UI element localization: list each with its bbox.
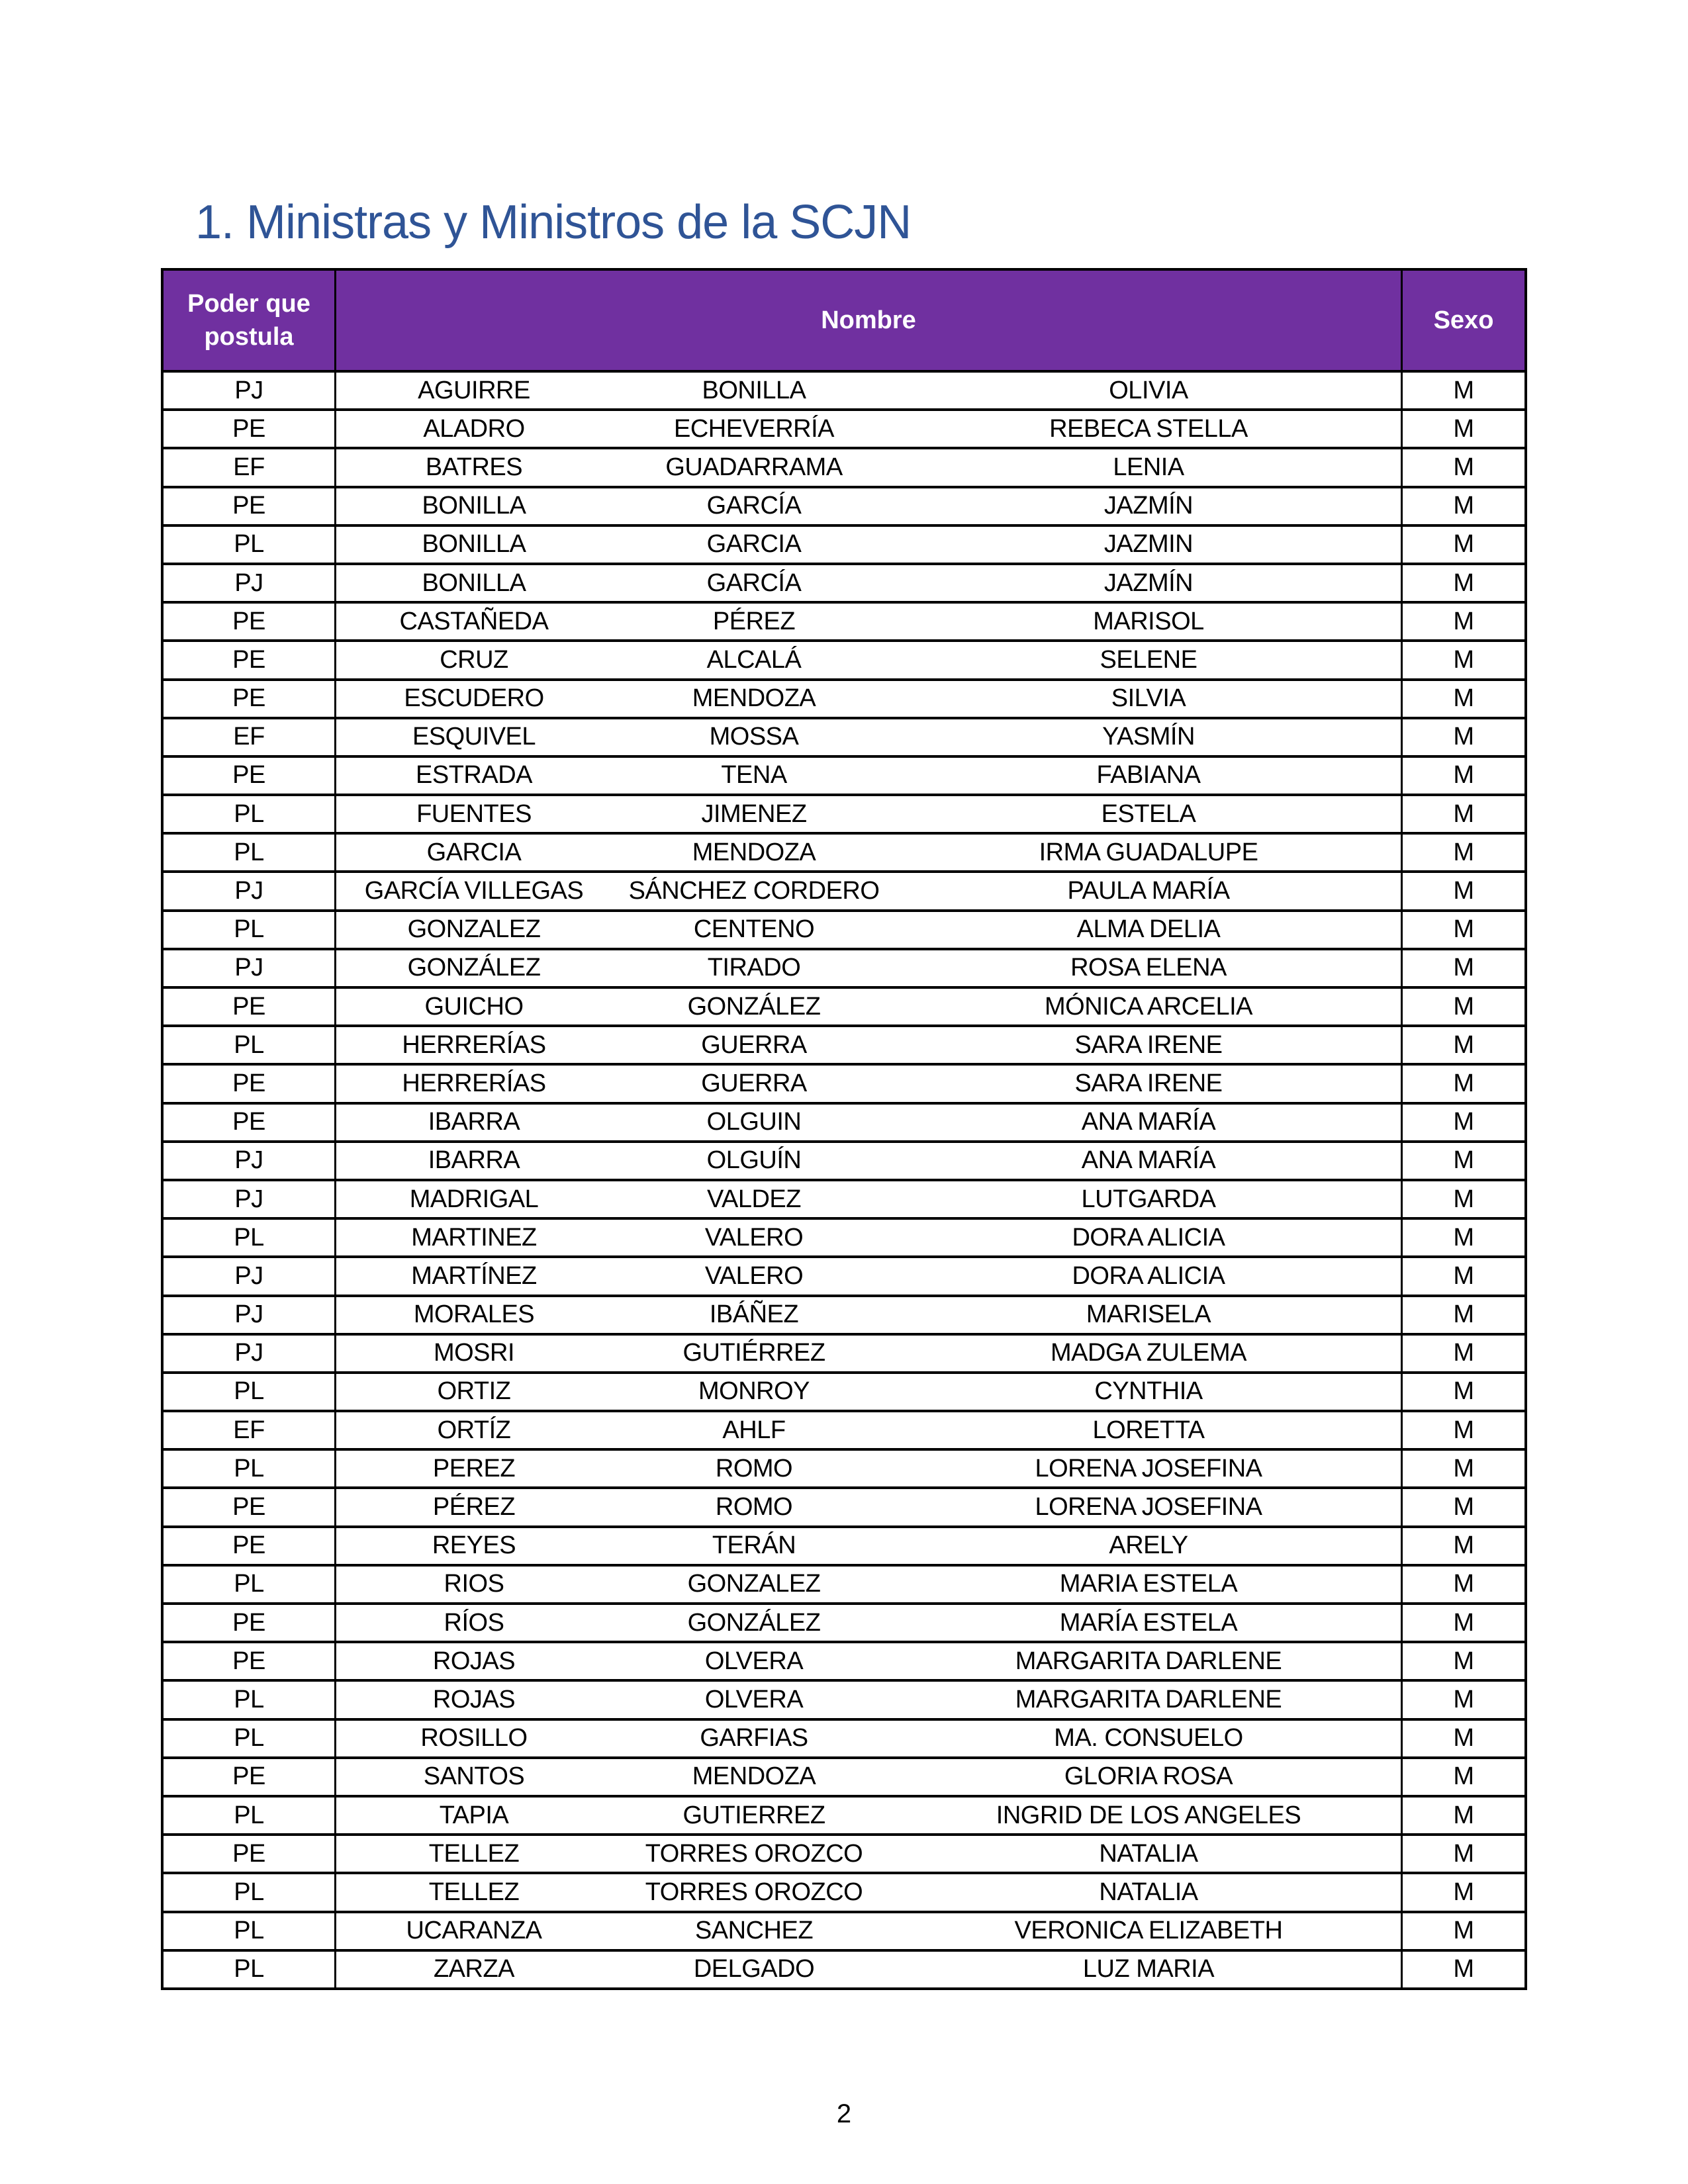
cell-sexo: M [1401,1874,1524,1910]
table-row [164,1024,1524,1063]
cell-second-surname: JIMENEZ [701,799,807,828]
cell-poder: PJ [164,1336,336,1371]
table-row [164,486,1524,524]
cell-given-names: SARA IRENE [1074,1030,1223,1059]
cell-given-names: MARISOL [1093,607,1204,635]
table-row [164,678,1524,717]
table-row [164,1641,1524,1679]
table-row [164,1872,1524,1910]
cell-second-surname: GARFIAS [700,1724,808,1752]
cell-given-names: LORENA JOSEFINA [1035,1493,1262,1522]
cell-sexo: M [1401,1220,1524,1255]
cell-sexo: M [1401,1721,1524,1756]
cell-poder: PL [164,1913,336,1949]
cell-second-surname: ECHEVERRÍA [673,414,835,443]
cell-poder: EF [164,719,336,755]
cell-poder: PJ [164,565,336,601]
cell-second-surname: GUERRA [701,1030,807,1059]
cell-second-surname: DELGADO [693,1955,815,1983]
cell-sexo: M [1401,604,1524,639]
cell-poder: PL [164,1374,336,1410]
cell-first-surname: SANTOS [423,1762,525,1791]
cell-second-surname: VALERO [704,1223,804,1251]
cell-first-surname: ESTRADA [416,761,532,790]
cell-given-names: VERONICA ELIZABETH [1014,1917,1283,1945]
cell-poder: PE [164,1759,336,1795]
cell-given-names: SELENE [1100,645,1197,674]
table-row [164,755,1524,794]
cell-second-surname: GONZÁLEZ [687,1608,821,1637]
cell-first-surname: PÉREZ [432,1493,516,1522]
cell-poder: PE [164,411,336,447]
cell-sexo: M [1401,835,1524,870]
cell-sexo: M [1401,642,1524,678]
cell-given-names: SARA IRENE [1074,1069,1223,1097]
table-row [164,1255,1524,1294]
cell-second-surname: GARCIA [706,530,802,559]
cell-poder: PJ [164,1181,336,1217]
table-row [164,1833,1524,1872]
cell-sexo: M [1401,796,1524,832]
cell-given-names: MARGARITA DARLENE [1015,1685,1282,1713]
cell-given-names: MARISELA [1086,1300,1211,1329]
ministers-table [161,268,1527,1990]
table-row [164,1911,1524,1949]
cell-given-names: GLORIA ROSA [1064,1762,1233,1791]
table-row [164,1602,1524,1641]
cell-sexo: M [1401,912,1524,948]
cell-sexo: M [1401,1027,1524,1063]
cell-sexo: M [1401,1682,1524,1717]
cell-second-surname: TIRADO [707,954,801,982]
cell-sexo: M [1401,1489,1524,1525]
column-header-sexo: Sexo [1401,271,1524,370]
cell-first-surname: ROJAS [432,1647,516,1675]
table-row [164,639,1524,678]
table-row [164,601,1524,639]
cell-sexo: M [1401,1181,1524,1217]
cell-first-surname: ORTIZ [437,1377,511,1406]
cell-sexo: M [1401,681,1524,717]
table-row [164,1295,1524,1333]
cell-poder: PE [164,604,336,639]
table-row [164,717,1524,755]
cell-first-surname: CRUZ [440,645,508,674]
cell-sexo: M [1401,1336,1524,1371]
cell-given-names: LUTGARDA [1081,1185,1216,1213]
cell-first-surname: ESQUIVEL [412,723,536,751]
cell-given-names: NATALIA [1099,1839,1198,1868]
cell-first-surname: REYES [432,1531,516,1560]
table-row [164,1063,1524,1101]
cell-second-surname: TORRES OROZCO [645,1878,863,1906]
cell-sexo: M [1401,1913,1524,1949]
cell-sexo: M [1401,1797,1524,1833]
cell-sexo: M [1401,1374,1524,1410]
cell-first-surname: BONILLA [422,492,526,520]
cell-poder: PE [164,488,336,524]
table-row [164,794,1524,832]
cell-given-names: ARELY [1109,1531,1188,1560]
cell-poder: EF [164,1412,336,1448]
cell-first-surname: BATRES [425,453,523,481]
cell-sexo: M [1401,1759,1524,1795]
cell-first-surname: AGUIRRE [418,376,530,404]
cell-first-surname: TAPIA [439,1801,509,1829]
cell-given-names: ESTELA [1101,799,1196,828]
cell-first-surname: MOSRI [433,1339,515,1367]
cell-poder: PJ [164,873,336,909]
cell-poder: PJ [164,373,336,408]
page-title: 1. Ministras y Ministros de la SCJN [195,196,912,249]
cell-second-surname: OLVERA [704,1685,804,1713]
column-header-poder-que-postula: Poder que postula [164,271,336,370]
table-row [164,1102,1524,1140]
table-row [164,1564,1524,1602]
cell-first-surname: GONZÁLEZ [407,954,541,982]
cell-given-names: OLIVIA [1109,376,1188,404]
table-row [164,986,1524,1024]
cell-second-surname: TENA [721,761,787,790]
cell-given-names: ANA MARÍA [1081,1108,1216,1136]
cell-given-names: MÓNICA ARCELIA [1045,992,1252,1021]
cell-given-names: JAZMÍN [1103,569,1194,597]
cell-poder: PL [164,912,336,948]
cell-sexo: M [1401,1567,1524,1602]
cell-poder: PL [164,835,336,870]
cell-given-names: IRMA GUADALUPE [1039,838,1258,866]
cell-first-surname: ROJAS [432,1685,516,1713]
cell-second-surname: TERÁN [712,1531,796,1560]
table-header-row [164,271,1524,370]
table-row [164,1679,1524,1717]
cell-sexo: M [1401,565,1524,601]
cell-sexo: M [1401,1836,1524,1872]
cell-poder: PL [164,796,336,832]
cell-poder: PJ [164,1258,336,1294]
cell-second-surname: PÉREZ [712,607,796,635]
cell-given-names: MA. CONSUELO [1054,1724,1243,1752]
cell-first-surname: BONILLA [422,569,526,597]
table-row [164,408,1524,447]
cell-sexo: M [1401,411,1524,447]
cell-poder: PL [164,1451,336,1486]
cell-poder: PJ [164,1297,336,1333]
table-row [164,1448,1524,1486]
cell-second-surname: TORRES OROZCO [645,1839,863,1868]
table-row [164,832,1524,870]
cell-poder: PE [164,1836,336,1872]
table-row [164,1486,1524,1525]
cell-first-surname: GARCIA [426,838,522,866]
cell-first-surname: GONZALEZ [407,915,541,944]
cell-second-surname: ALCALÁ [706,645,802,674]
cell-poder: PE [164,642,336,678]
cell-poder: PE [164,1528,336,1564]
cell-second-surname: IBÁÑEZ [709,1300,799,1329]
cell-given-names: MARIA ESTELA [1059,1570,1238,1598]
cell-first-surname: MARTÍNEZ [411,1261,537,1290]
cell-second-surname: OLGUÍN [706,1146,802,1175]
cell-first-surname: ESCUDERO [404,684,544,713]
cell-given-names: REBECA STELLA [1049,414,1248,443]
cell-poder: PE [164,1105,336,1140]
cell-poder: PL [164,1220,336,1255]
cell-given-names: INGRID DE LOS ANGELES [996,1801,1301,1829]
cell-poder: PL [164,1682,336,1717]
cell-second-surname: MENDOZA [692,838,816,866]
cell-sexo: M [1401,373,1524,408]
cell-given-names: FABIANA [1096,761,1201,790]
cell-second-surname: ROMO [715,1493,793,1522]
cell-sexo: M [1401,1258,1524,1294]
cell-second-surname: GUTIERREZ [682,1801,825,1829]
cell-poder: PL [164,1797,336,1833]
cell-given-names: SILVIA [1111,684,1186,713]
cell-poder: PE [164,1489,336,1525]
cell-second-surname: VALDEZ [706,1185,801,1213]
table-row [164,1525,1524,1564]
cell-first-surname: FUENTES [416,799,532,828]
table-row [164,1217,1524,1255]
cell-sexo: M [1401,758,1524,794]
table-row [164,524,1524,563]
cell-given-names: ALMA DELIA [1076,915,1221,944]
table-row [164,1333,1524,1371]
cell-first-surname: GARCÍA VILLEGAS [364,877,584,905]
cell-given-names: MARGARITA DARLENE [1015,1647,1282,1675]
cell-poder: PJ [164,950,336,986]
cell-sexo: M [1401,449,1524,485]
table-row [164,948,1524,986]
cell-first-surname: RIOS [444,1570,504,1598]
cell-second-surname: MOSSA [709,723,799,751]
cell-poder: PJ [164,1143,336,1179]
cell-first-surname: BONILLA [422,530,526,559]
table-row [164,1371,1524,1410]
cell-second-surname: MONROY [698,1377,810,1406]
cell-sexo: M [1401,527,1524,563]
table-row [164,447,1524,485]
cell-sexo: M [1401,1643,1524,1679]
cell-second-surname: GUERRA [701,1069,807,1097]
cell-second-surname: AHLF [722,1416,786,1444]
cell-sexo: M [1401,1105,1524,1140]
cell-first-surname: RÍOS [444,1608,504,1637]
cell-given-names: ANA MARÍA [1081,1146,1216,1175]
cell-poder: PE [164,1066,336,1101]
cell-sexo: M [1401,1412,1524,1448]
cell-second-surname: SANCHEZ [694,1917,814,1945]
cell-first-surname: CASTAÑEDA [399,607,549,635]
cell-second-surname: ROMO [715,1454,793,1482]
cell-first-surname: ROSILLO [420,1724,528,1752]
cell-sexo: M [1401,1952,1524,1987]
cell-second-surname: CENTENO [693,915,815,944]
cell-second-surname: GUADARRAMA [665,453,843,481]
cell-sexo: M [1401,1528,1524,1564]
cell-sexo: M [1401,488,1524,524]
cell-given-names: CYNTHIA [1094,1377,1203,1406]
cell-second-surname: BONILLA [702,376,806,404]
cell-first-surname: HERRERÍAS [402,1069,546,1097]
cell-poder: PE [164,1605,336,1641]
cell-given-names: JAZMÍN [1103,492,1194,520]
cell-sexo: M [1401,1066,1524,1101]
cell-sexo: M [1401,719,1524,755]
table-row [164,1795,1524,1833]
cell-first-surname: HERRERÍAS [402,1030,546,1059]
cell-given-names: LORETTA [1092,1416,1205,1444]
cell-second-surname: GONZALEZ [687,1570,821,1598]
cell-sexo: M [1401,1605,1524,1641]
table-row [164,870,1524,909]
table-row [164,1949,1524,1987]
cell-given-names: JAZMIN [1103,530,1194,559]
cell-given-names: LUZ MARIA [1082,1955,1215,1983]
cell-first-surname: UCARANZA [406,1917,542,1945]
table-row [164,1140,1524,1179]
cell-first-surname: ORTÍZ [437,1416,511,1444]
cell-given-names: DORA ALICIA [1072,1261,1225,1290]
cell-second-surname: OLGUIN [706,1108,802,1136]
cell-second-surname: MENDOZA [692,1762,816,1791]
cell-given-names: DORA ALICIA [1072,1223,1225,1251]
cell-first-surname: MORALES [413,1300,535,1329]
table-row [164,1756,1524,1795]
cell-sexo: M [1401,1297,1524,1333]
cell-first-surname: MADRIGAL [409,1185,539,1213]
cell-first-surname: IBARRA [428,1146,520,1175]
cell-given-names: ROSA ELENA [1070,954,1227,982]
cell-second-surname: GONZÁLEZ [687,992,821,1021]
cell-given-names: LENIA [1113,453,1184,481]
cell-poder: PE [164,989,336,1024]
cell-first-surname: PEREZ [432,1454,516,1482]
table-row [164,1179,1524,1217]
cell-poder: PL [164,527,336,563]
cell-poder: PL [164,1567,336,1602]
cell-given-names: LORENA JOSEFINA [1035,1454,1262,1482]
cell-first-surname: TELLEZ [428,1878,520,1906]
cell-given-names: YASMÍN [1102,723,1195,751]
table-row [164,1410,1524,1448]
cell-given-names: MARÍA ESTELA [1059,1608,1238,1637]
cell-second-surname: GARCÍA [706,492,802,520]
cell-poder: PL [164,1027,336,1063]
cell-sexo: M [1401,1143,1524,1179]
cell-poder: PE [164,681,336,717]
table-row [164,909,1524,948]
cell-second-surname: GUTIÉRREZ [682,1339,825,1367]
column-header-nombre: Nombre [821,306,916,334]
cell-first-surname: ALADRO [423,414,525,443]
cell-poder: EF [164,449,336,485]
cell-sexo: M [1401,950,1524,986]
cell-sexo: M [1401,873,1524,909]
cell-poder: PL [164,1952,336,1987]
cell-given-names: NATALIA [1099,1878,1198,1906]
table-row [164,1718,1524,1756]
cell-given-names: MADGA ZULEMA [1051,1339,1246,1367]
cell-poder: PE [164,1643,336,1679]
cell-sexo: M [1401,989,1524,1024]
table-body [164,370,1524,1987]
cell-first-surname: GUICHO [424,992,524,1021]
table-row [164,370,1524,408]
cell-second-surname: VALERO [704,1261,804,1290]
cell-first-surname: IBARRA [428,1108,520,1136]
cell-second-surname: SÁNCHEZ CORDERO [628,877,880,905]
table-row [164,563,1524,601]
cell-first-surname: MARTINEZ [411,1223,537,1251]
cell-second-surname: OLVERA [704,1647,804,1675]
cell-first-surname: ZARZA [433,1955,515,1983]
cell-poder: PL [164,1874,336,1910]
cell-poder: PE [164,758,336,794]
cell-first-surname: TELLEZ [428,1839,520,1868]
page-number: 2 [836,2099,852,2128]
cell-given-names: PAULA MARÍA [1067,877,1230,905]
cell-poder: PL [164,1721,336,1756]
cell-second-surname: MENDOZA [692,684,816,713]
cell-second-surname: GARCÍA [706,569,802,597]
cell-sexo: M [1401,1451,1524,1486]
